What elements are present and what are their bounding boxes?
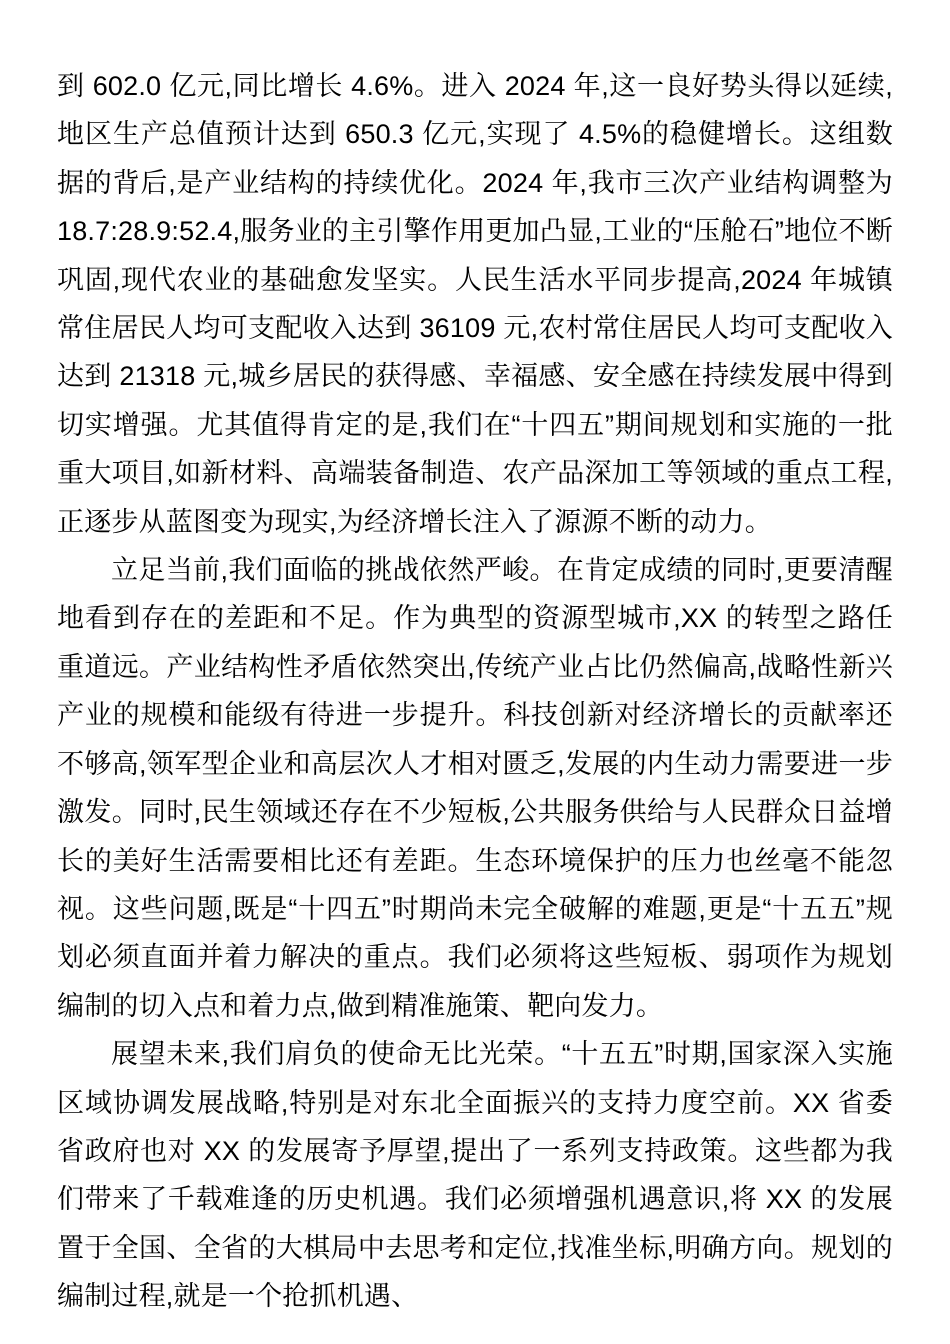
paragraph-current-challenges: 立足当前,我们面临的挑战依然严峻。在肯定成绩的同时,更要清醒地看到存在的差距和不足。作为典型的资源型城市,XX 的转型之路任重道远。产业结构性矛盾依然突出,传统产业占比仍然偏高,战略性新兴产业的规模和能级有待进一步提升。科技创新对经济增长的贡献率还不够高,领军型企业和高层次人才相对匮乏,发展的内生动力需要进一步激发。同时,民生领域还存在不少短板,公共服务供给与人民群众日益增长的美好生活需要相比还有差距。生态环境保护的压力也丝毫不能忽视。这些问题,既是“十四五”时期尚未完全破解的难题,更是“十五五”规划必须直面并着力解决的重点。我们必须将这些短板、弱项作为规划编制的切入点和着力点,做到精准施策、靶向发力。 — [57, 555, 893, 1021]
paragraph-future-outlook: 展望未来,我们肩负的使命无比光荣。“十五五”时期,国家深入实施区域协调发展战略,特别是对东北全面振兴的支持力度空前。XX 省委省政府也对 XX 的发展寄予厚望,提出了一系列支持政策。这些都为我们带来了千载难逢的历史机遇。我们必须增强机遇意识,将 XX 的发展置于全国、全省的大棋局中去思考和定位,找准坐标,明确方向。规划的编制过程,就是一个抢抓机遇、 — [57, 1039, 893, 1312]
paragraph-achievements-continuation: 到 602.0 亿元,同比增长 4.6%。进入 2024 年,这一良好势头得以延续,地区生产总值预计达到 650.3 亿元,实现了 4.5%的稳健增长。这组数据的背后,是产业结构的持续优化。2024 年,我市三次产业结构调整为 18.7:28.9:52.4,服务业的主引擎作用更加凸显,工业的“压舱石”地位不断巩固,现代农业的基础愈发坚实。人民生活水平同步提高,2024 年城镇常住居民人均可支配收入达到 36109 元,农村常住居民人均可支配收入达到 21318 元,城乡居民的获得感、幸福感、安全感在持续发展中得到切实增强。尤其值得肯定的是,我们在“十四五”期间规划和实施的一批重大项目,如新材料、高端装备制造、农产品深加工等领域的重点工程,正逐步从蓝图变为现实,为经济增长注入了源源不断的动力。 — [57, 71, 893, 537]
text-content — [57, 62, 893, 1321]
